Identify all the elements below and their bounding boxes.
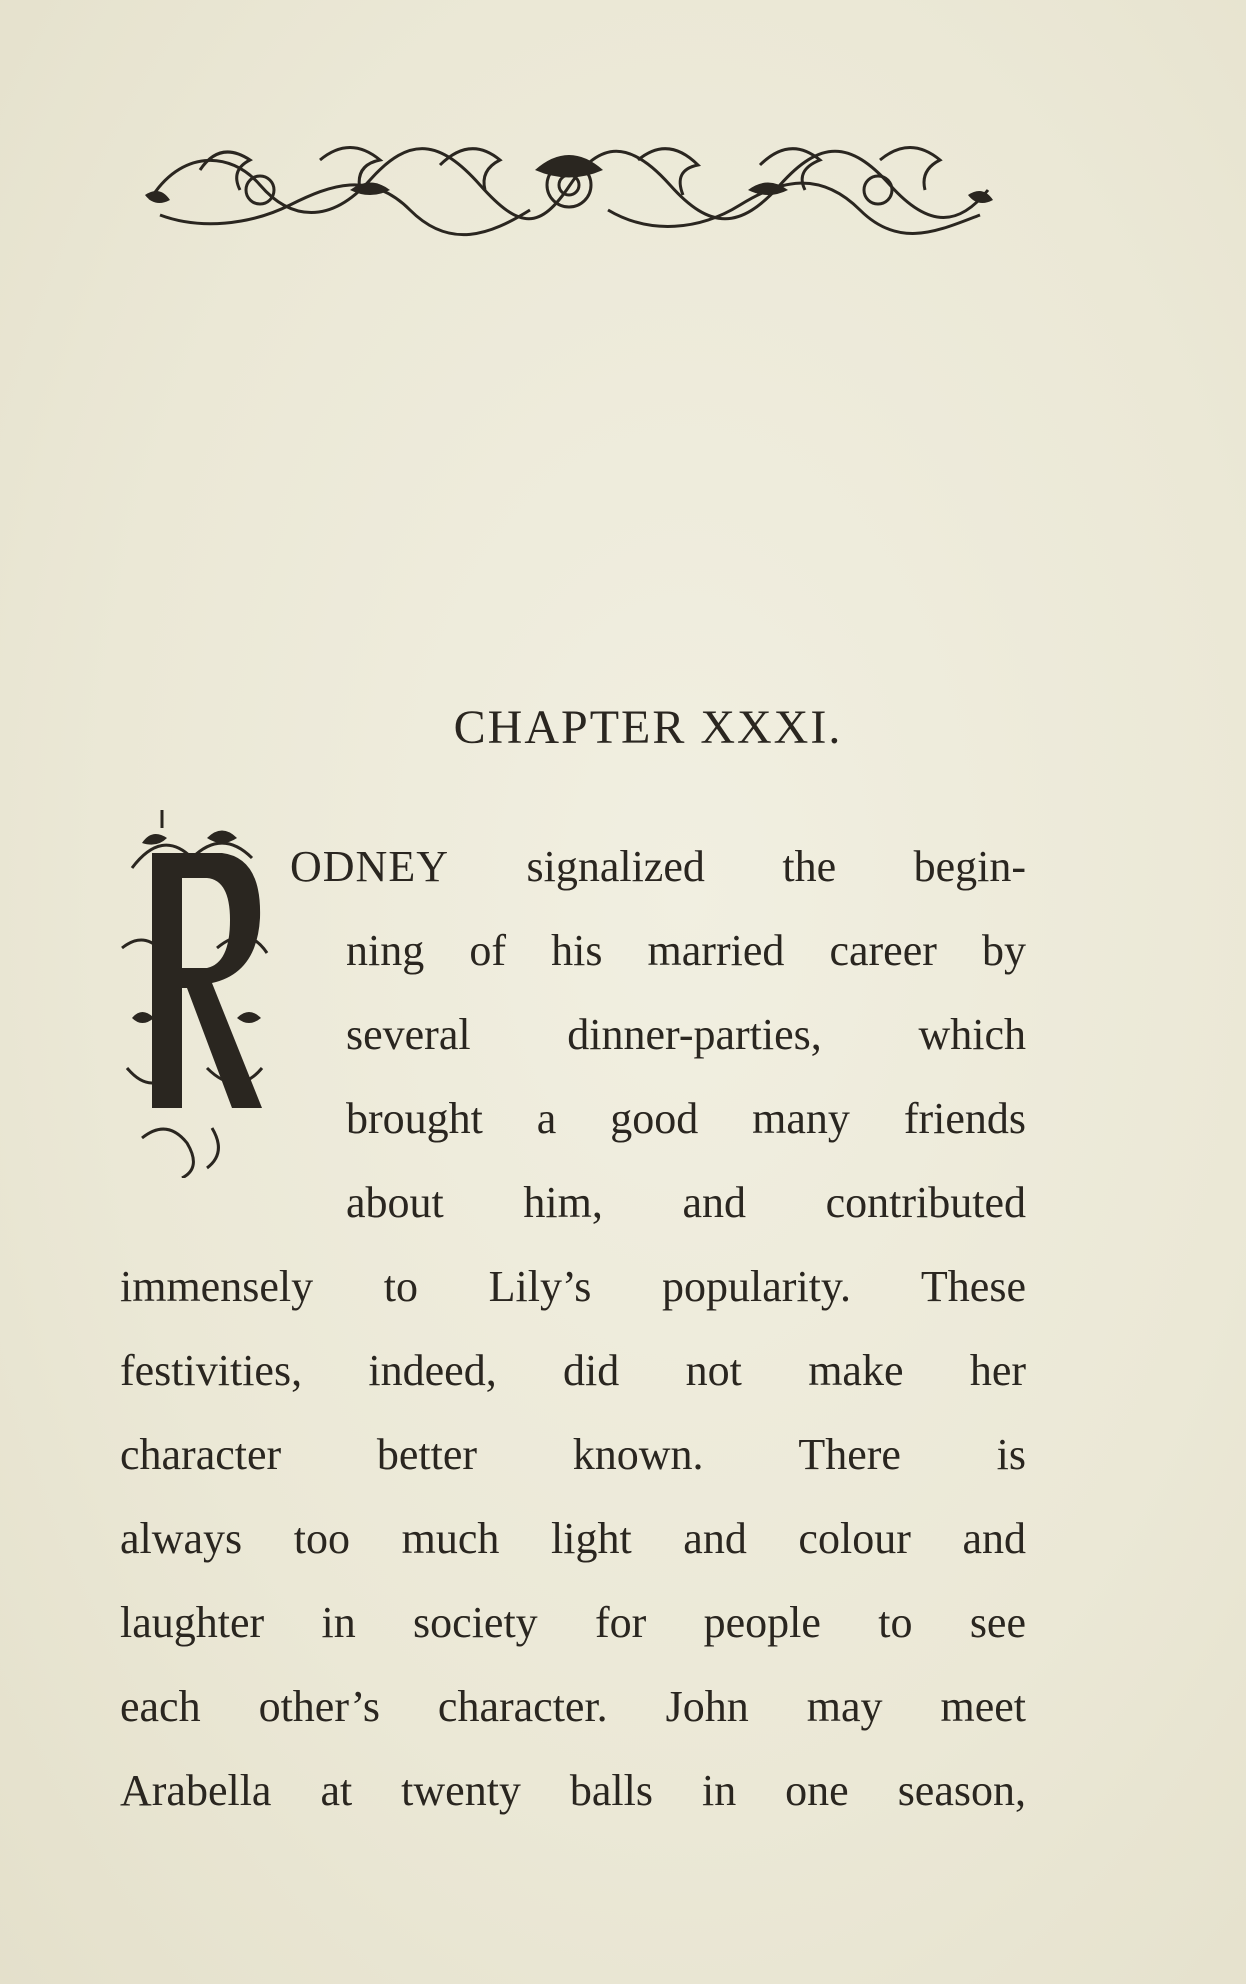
body-line-1 [290,842,1027,891]
body-line: immensely to Lily’s popularity. These [120,1262,1026,1311]
body-line: about him, and contributed [346,1178,1026,1227]
drop-cap-letter: R [112,808,113,809]
body-line: each other’s character. John may meet [120,1682,1026,1731]
body-line: character better known. There is [120,1430,1026,1479]
chapter-title: CHAPTER XXXI. [453,701,843,754]
body-line: several dinner-parties, which [346,1010,1026,1059]
first-line-text: signalized the begin- [526,842,1027,891]
body-line: always too much light and colour and [120,1514,1026,1563]
body-line: laughter in society for people to see [120,1598,1026,1647]
ornamental-drop-cap-icon [112,808,272,1178]
body-line: brought a good many friends [346,1094,1026,1143]
body-line: Arabella at twenty balls in one season, [120,1766,1026,1815]
first-word-caps: ODNEY [290,842,449,891]
body-line: festivities, indeed, did not make her [120,1346,1026,1395]
floral-scroll-ornament-icon [140,130,998,240]
body-line: ning of his married career by [346,926,1026,975]
